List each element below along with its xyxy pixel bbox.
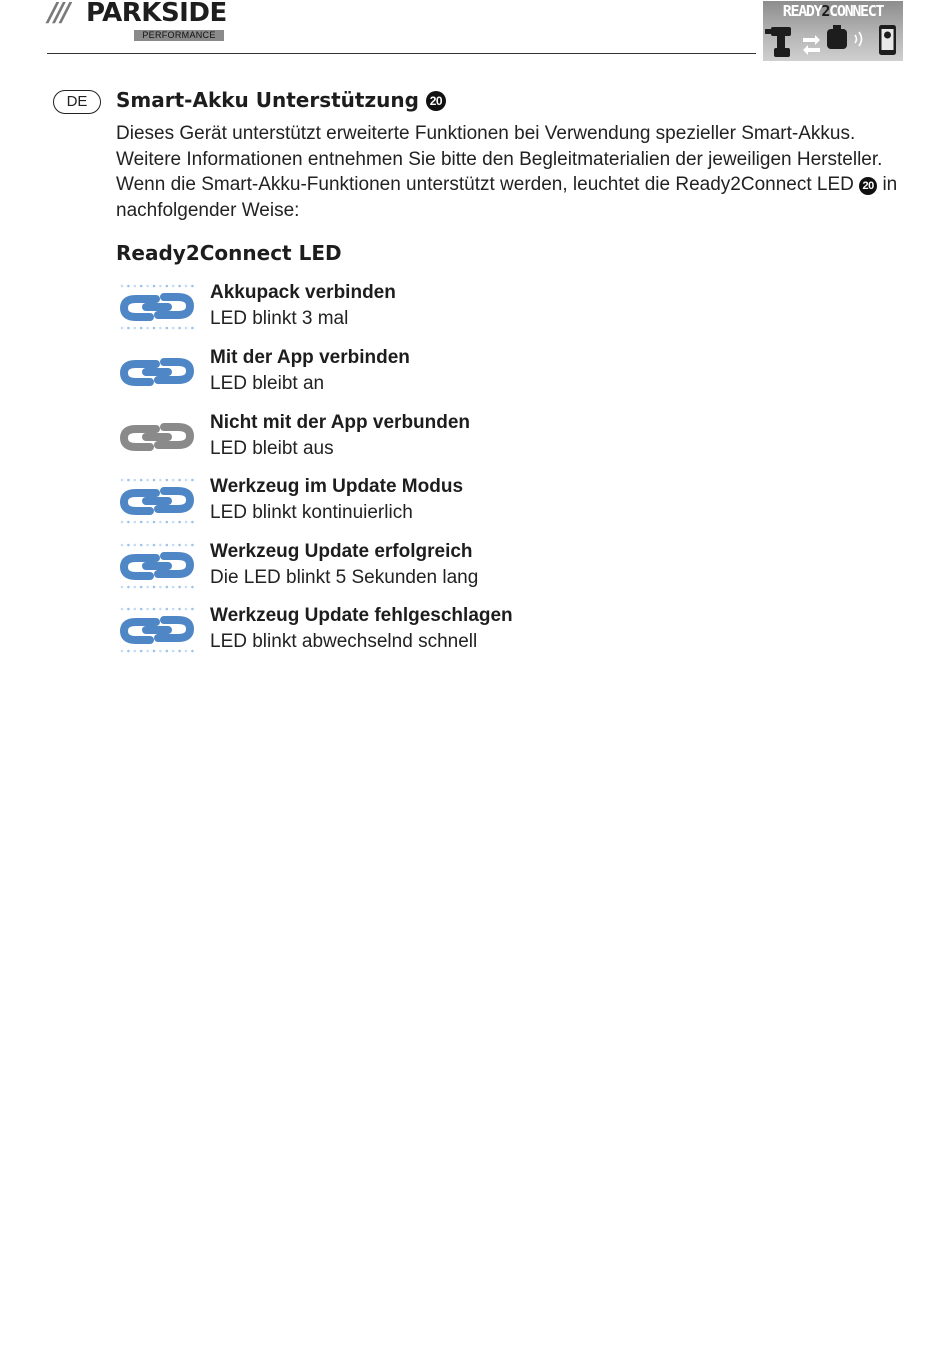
ready2connect-logo (763, 1, 903, 61)
r2c-ready: READY (782, 2, 822, 20)
led-state-description: LED blinkt kontinuierlich (210, 502, 413, 523)
r2c-connect: CONNECT (829, 2, 884, 20)
led-state-title: Werkzeug Update erfolgreich (210, 541, 473, 562)
header-divider (47, 53, 756, 54)
ready2connect-wordmark (763, 2, 903, 20)
exchange-arrows-icon (803, 35, 820, 55)
link-blinking-icon (116, 475, 198, 527)
led-state-title: Werkzeug Update fehlgeschlagen (210, 605, 513, 626)
led-state-row (116, 540, 816, 596)
led-state-row (116, 281, 816, 337)
led-state-description: LED blinkt 3 mal (210, 308, 349, 329)
language-badge: DE (53, 90, 101, 114)
link-blinking-icon (116, 604, 198, 656)
led-state-description: LED blinkt abwechselnd schnell (210, 631, 478, 652)
led-state-description: LED bleibt an (210, 373, 325, 394)
ready2connect-pictogram (763, 21, 903, 61)
brand-subline: PERFORMANCE (134, 30, 224, 41)
led-state-title: Akkupack verbinden (210, 282, 396, 303)
section-body (116, 121, 906, 223)
phone-icon (879, 25, 896, 55)
drill-icon (765, 27, 791, 57)
led-subheading: Ready2Connect LED (116, 241, 342, 265)
led-state-title: Mit der App verbinden (210, 347, 410, 368)
brand-name: PARKSIDE (86, 0, 227, 28)
link-off-icon (116, 411, 198, 463)
battery-icon (827, 25, 847, 49)
link-solid-icon (116, 346, 198, 398)
led-state-title: Werkzeug im Update Modus (210, 476, 464, 497)
led-state-row (116, 604, 816, 660)
body-reference-badge: 20 (859, 177, 877, 195)
r2c-two: 2 (821, 2, 830, 20)
section-title (116, 88, 446, 112)
link-blinking-icon (116, 540, 198, 592)
led-state-row (116, 411, 816, 467)
link-blinking-icon (116, 281, 198, 333)
brand-slashes: /// (48, 0, 68, 28)
body-text-part2: in nachfolgender Weise: (116, 174, 898, 221)
section-title-text: Smart-Akku Unterstützung (116, 88, 419, 112)
body-text-part1: Dieses Gerät unterstützt erweiterte Funktionen bei Verwendung spezieller Smart-Akkus. Weitere Informationen entnehmen Sie bitte den Begleitmaterialien der jeweiligen Hersteller. Wenn die Smart-Akku-Funktionen unterstützt werden, leuchtet die Ready2Connect LED (116, 123, 883, 196)
led-state-description: LED bleibt aus (210, 438, 334, 459)
led-state-title: Nicht mit der App verbunden (210, 412, 471, 433)
reference-number-badge: 20 (426, 91, 446, 111)
signal-icon (855, 32, 862, 46)
led-state-row (116, 346, 816, 402)
led-state-description: Die LED blinkt 5 Sekunden lang (210, 567, 479, 588)
led-state-row (116, 475, 816, 531)
